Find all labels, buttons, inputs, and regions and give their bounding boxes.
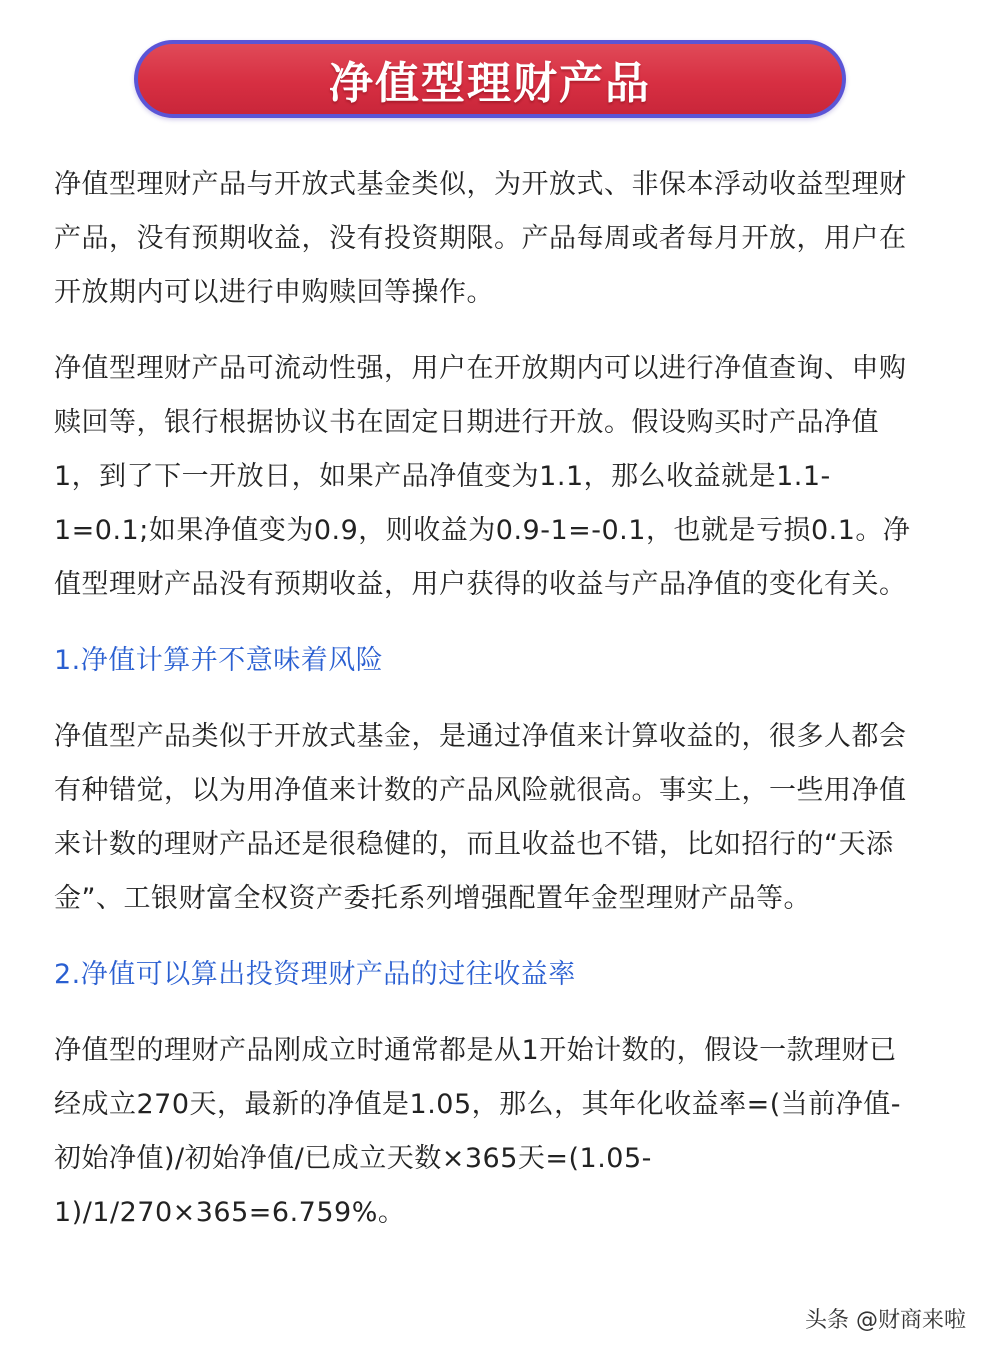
article-body	[54, 158, 924, 1262]
paragraph-return-rate: 净值型的理财产品刚成立时通常都是从1开始计数的，假设一款理财已经成立270天，最新的净值是1.05，那么，其年化收益率=(当前净值-初始净值)/初始净值/已成立天数×365天=(1.05-1)/1/270×365=6.759%。	[54, 1035, 902, 1228]
paragraph-liquidity: 净值型理财产品可流动性强，用户在开放期内可以进行净值查询、申购赎回等，银行根据协议书在固定日期进行开放。假设购买时产品净值1，到了下一开放日，如果产品净值变为1.1，那么收益就是1.1-1=0.1;如果净值变为0.9，则收益为0.9-1=-0.1，也就是亏损0.1。净值型理财产品没有预期收益，用户获得的收益与产品净值的变化有关。	[54, 353, 911, 600]
page-title: 净值型理财产品	[329, 58, 651, 109]
paragraph-intro: 净值型理财产品与开放式基金类似，为开放式、非保本浮动收益型理财产品，没有预期收益，没有投资期限。产品每周或者每月开放，用户在开放期内可以进行申购赎回等操作。	[54, 169, 907, 308]
section-heading-2: 2.净值可以算出投资理财产品的过往收益率	[54, 959, 576, 990]
source-watermark: 头条 @财商来啦	[805, 1308, 966, 1333]
section-heading-1: 1.净值计算并不意味着风险	[54, 645, 384, 676]
paragraph-risk: 净值型产品类似于开放式基金，是通过净值来计算收益的，很多人都会有种错觉，以为用净值来计数的产品风险就很高。事实上，一些用净值来计数的理财产品还是很稳健的，而且收益也不错，比如招行的“天添金”、工银财富全权资产委托系列增强配置年金型理财产品等。	[54, 721, 907, 914]
title-banner	[134, 40, 846, 118]
